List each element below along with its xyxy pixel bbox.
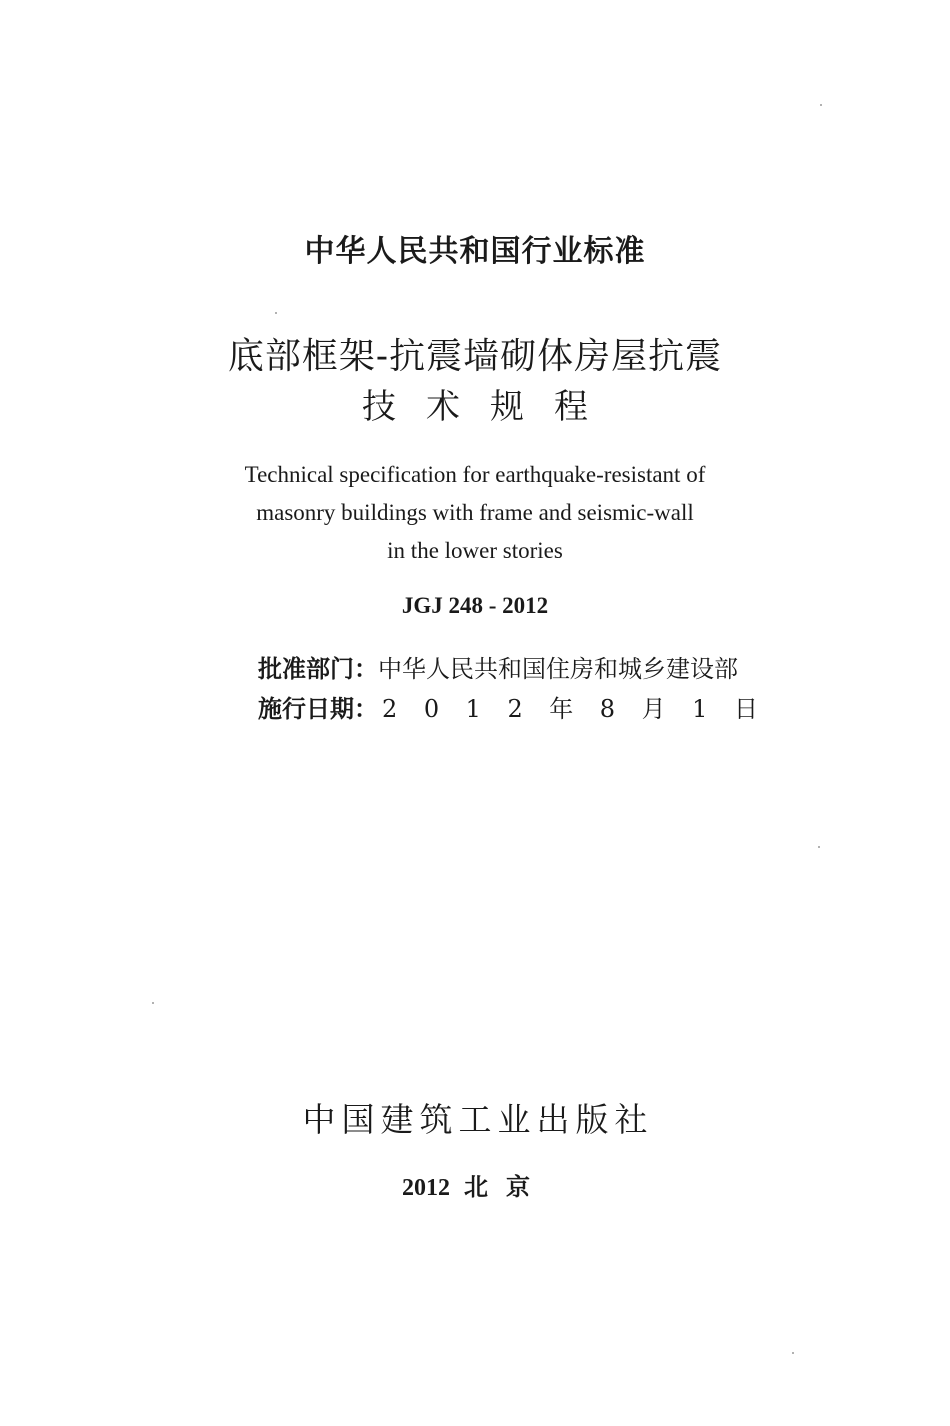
publication-info	[0, 1170, 950, 1205]
scan-speck	[275, 312, 277, 314]
date-part: 2	[382, 695, 398, 723]
date-part: 1	[465, 695, 481, 723]
english-title-line-2: masonry buildings with frame and seismic-wall	[256, 500, 694, 525]
date-part: 月	[641, 695, 666, 723]
date-part: 2	[507, 695, 523, 723]
standard-series: 中华人民共和国行业标准	[304, 234, 646, 269]
english-title	[0, 456, 950, 570]
approval-label: 批准部门：	[258, 655, 378, 683]
chinese-title-line-1: 底部框架-抗震墙砌体房屋抗震	[227, 336, 723, 377]
scan-speck	[818, 846, 820, 848]
date-part: 日	[733, 695, 758, 723]
english-title-line-3: in the lower stories	[387, 538, 563, 563]
chinese-title-line-2: 技术规程	[362, 387, 618, 427]
effective-date-value	[382, 692, 758, 726]
scan-speck	[792, 1352, 794, 1354]
date-part: 0	[423, 695, 440, 723]
publication-city: 北京	[464, 1173, 548, 1201]
effective-date-label: 施行日期：	[258, 695, 378, 723]
approval-department	[258, 652, 738, 686]
scan-speck	[152, 1002, 154, 1004]
publication-year: 2012	[402, 1175, 450, 1201]
date-part: 8	[599, 695, 616, 723]
publisher: 中国建筑工业出版社	[302, 1100, 654, 1139]
date-part: 年	[549, 695, 574, 723]
scan-speck	[820, 104, 822, 106]
standard-code: JGJ 248 - 2012	[401, 593, 549, 618]
approval-value: 中华人民共和国住房和城乡建设部	[378, 655, 738, 683]
date-part: 1	[692, 695, 708, 723]
english-title-line-1: Technical specification for earthquake-resistant of	[244, 462, 706, 487]
effective-date	[258, 692, 758, 726]
